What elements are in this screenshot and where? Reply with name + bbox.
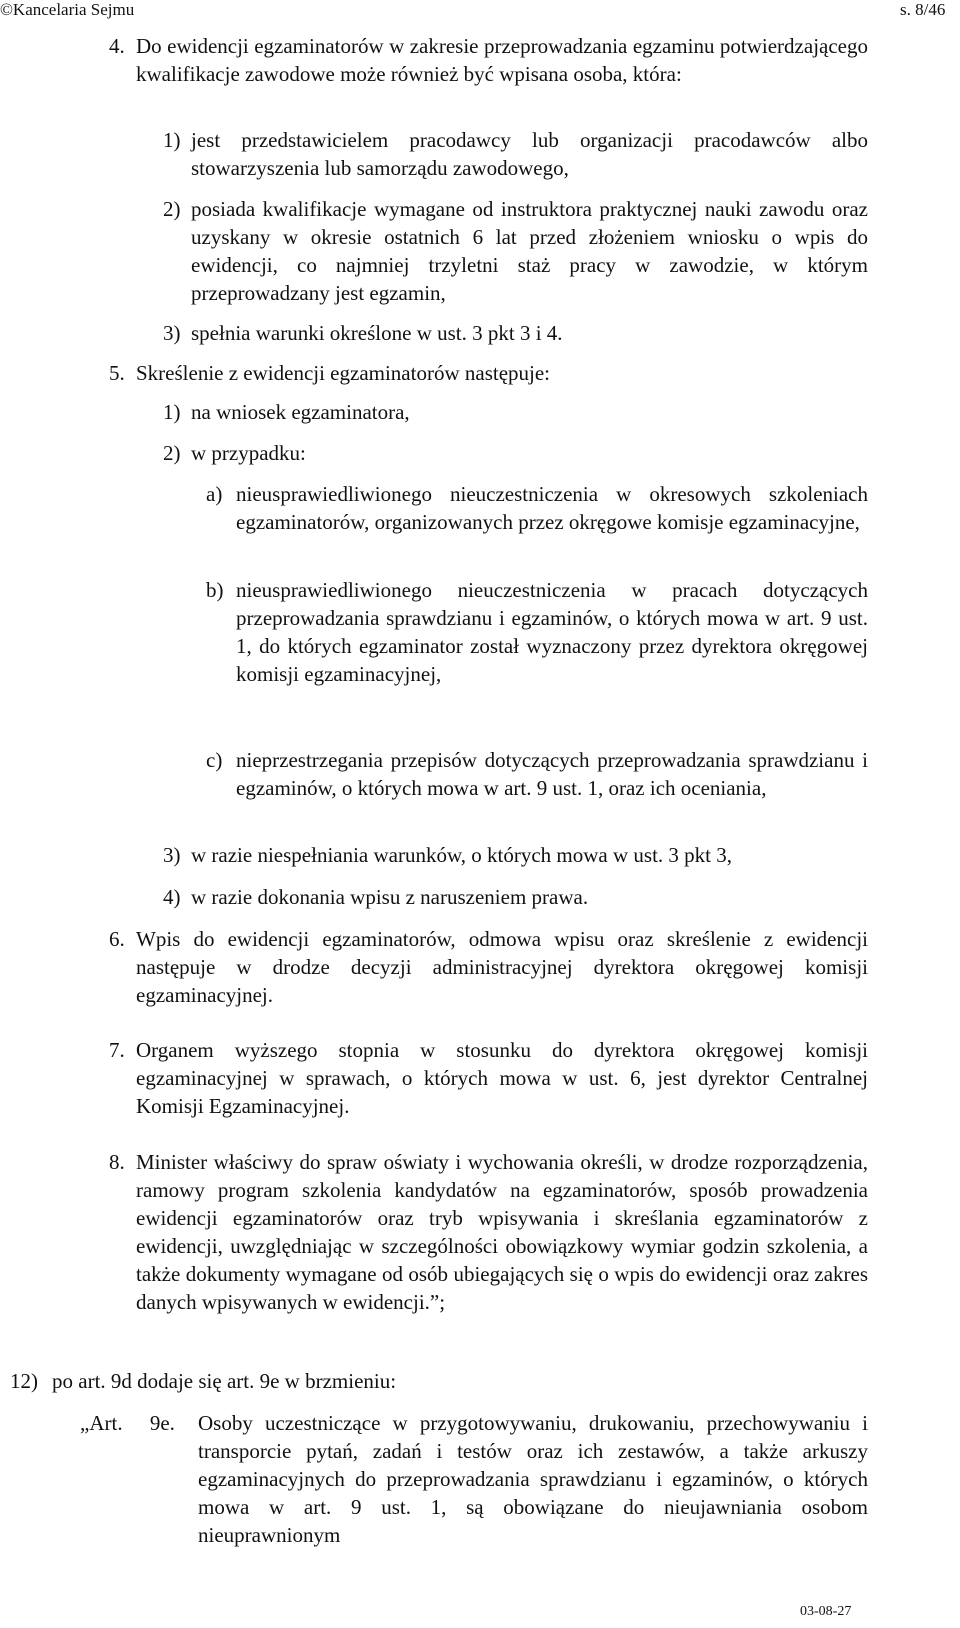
para-7-number: 7. bbox=[109, 1038, 125, 1062]
para-5-item-3-number: 3) bbox=[163, 843, 181, 867]
para-5-subitem-b-number: b) bbox=[206, 578, 224, 602]
header-source: ©Kancelaria Sejmu bbox=[0, 0, 135, 19]
para-8-number: 8. bbox=[109, 1150, 125, 1174]
para-5-subitem-c-text: nieprzestrzegania przepisów dotyczących przeprowadzania sprawdzianu i egzaminów, o których mowa w art. 9 ust. 1, oraz ich oceniania, bbox=[236, 748, 868, 800]
para-5-subitem-c-number: c) bbox=[206, 748, 223, 772]
para-5-item-1-number: 1) bbox=[163, 400, 181, 424]
art-9e-text: Osoby uczestniczące w przygotowywaniu, drukowaniu, przechowywaniu i transporcie pytań, zadań i testów oraz ich zestawów, a także arkuszy egzaminacyjnych do przeprowadzania sprawdzianu i egzaminów, o których mowa w art. 9 ust. 1, są obowiązane do nieujawniania osobom nieuprawnionym bbox=[198, 1411, 868, 1547]
para-5-item-2-text: w przypadku: bbox=[191, 441, 306, 465]
point-12-number: 12) bbox=[10, 1369, 38, 1393]
para-8-text: Minister właściwy do spraw oświaty i wychowania określi, w drodze rozporządzenia, ramowy program szkolenia kandydatów na egzaminatorów, sposób prowadzenia ewidencji egzaminatorów oraz tryb wpisywania i skreślania egzaminatorów z ewidencji, uwzględniając w szczególności obowiązkowy wymiar godzin szkolenia, a także dokumenty wymagane od osób ubiegających się o wpis do ewidencji oraz zakres danych wpisywanych w ewidencji.”; bbox=[136, 1150, 868, 1314]
point-12-text: po art. 9d dodaje się art. 9e w brzmieniu: bbox=[52, 1369, 397, 1393]
page-number: s. 8/46 bbox=[900, 0, 946, 19]
para-5-text: Skreślenie z ewidencji egzaminatorów następuje: bbox=[136, 361, 551, 385]
para-4-number: 4. bbox=[109, 34, 125, 58]
para-4-text: Do ewidencji egzaminatorów w zakresie przeprowadzania egzaminu potwierdzającego kwalifikacje zawodowe może również być wpisana osoba, która: bbox=[136, 34, 868, 86]
para-6-text: Wpis do ewidencji egzaminatorów, odmowa wpisu oraz skreślenie z ewidencji następuje w drodze decyzji administracyjnej dyrektora okręgowej komisji egzaminacyjnej. bbox=[136, 927, 868, 1007]
footer-code: 03-08-27 bbox=[800, 1604, 852, 1619]
para-5-subitem-a-number: a) bbox=[206, 482, 223, 506]
para-4-item-2-number: 2) bbox=[163, 197, 181, 221]
para-6-number: 6. bbox=[109, 927, 125, 951]
para-5-item-1-text: na wniosek egzaminatora, bbox=[191, 400, 410, 424]
para-4-item-3-text: spełnia warunki określone w ust. 3 pkt 3 i 4. bbox=[191, 321, 563, 345]
para-4-item-2-text: posiada kwalifikacje wymagane od instruktora praktycznej nauki zawodu oraz uzyskany w okresie ostatnich 6 lat przed złożeniem wniosku o wpis do ewidencji, co najmniej trzyletni staż pracy w zawodzie, w którym przeprowadzany jest egzamin, bbox=[191, 197, 868, 305]
para-4-item-3-number: 3) bbox=[163, 321, 181, 345]
para-7-text: Organem wyższego stopnia w stosunku do dyrektora okręgowej komisji egzaminacyjnej w sprawach, o których mowa w ust. 6, jest dyrektor Centralnej Komisji Egzaminacyjnej. bbox=[136, 1038, 868, 1118]
para-4-item-1-text: jest przedstawicielem pracodawcy lub organizacji pracodawców albo stowarzyszenia lub samorządu zawodowego, bbox=[191, 128, 868, 180]
para-5-item-4-number: 4) bbox=[163, 885, 181, 909]
para-5-subitem-b-text: nieusprawiedliwionego nieuczestniczenia w pracach dotyczących przeprowadzania sprawdzianu i egzaminów, o których mowa w art. 9 ust. 1, do których egzaminator został wyznaczony przez dyrektora okręgowej komisji egzaminacyjnej, bbox=[236, 578, 868, 686]
para-5-item-3-text: w razie niespełniania warunków, o których mowa w ust. 3 pkt 3, bbox=[191, 843, 733, 867]
para-5-number: 5. bbox=[109, 361, 125, 385]
art-9e-label: „Art. 9e. bbox=[80, 1411, 175, 1435]
para-5-item-2-number: 2) bbox=[163, 441, 181, 465]
para-5-subitem-a-text: nieusprawiedliwionego nieuczestniczenia w okresowych szkoleniach egzaminatorów, organizowanych przez okręgowe komisje egzaminacyjne, bbox=[236, 482, 868, 534]
para-5-item-4-text: w razie dokonania wpisu z naruszeniem prawa. bbox=[191, 885, 589, 909]
para-4-item-1-number: 1) bbox=[163, 128, 181, 152]
